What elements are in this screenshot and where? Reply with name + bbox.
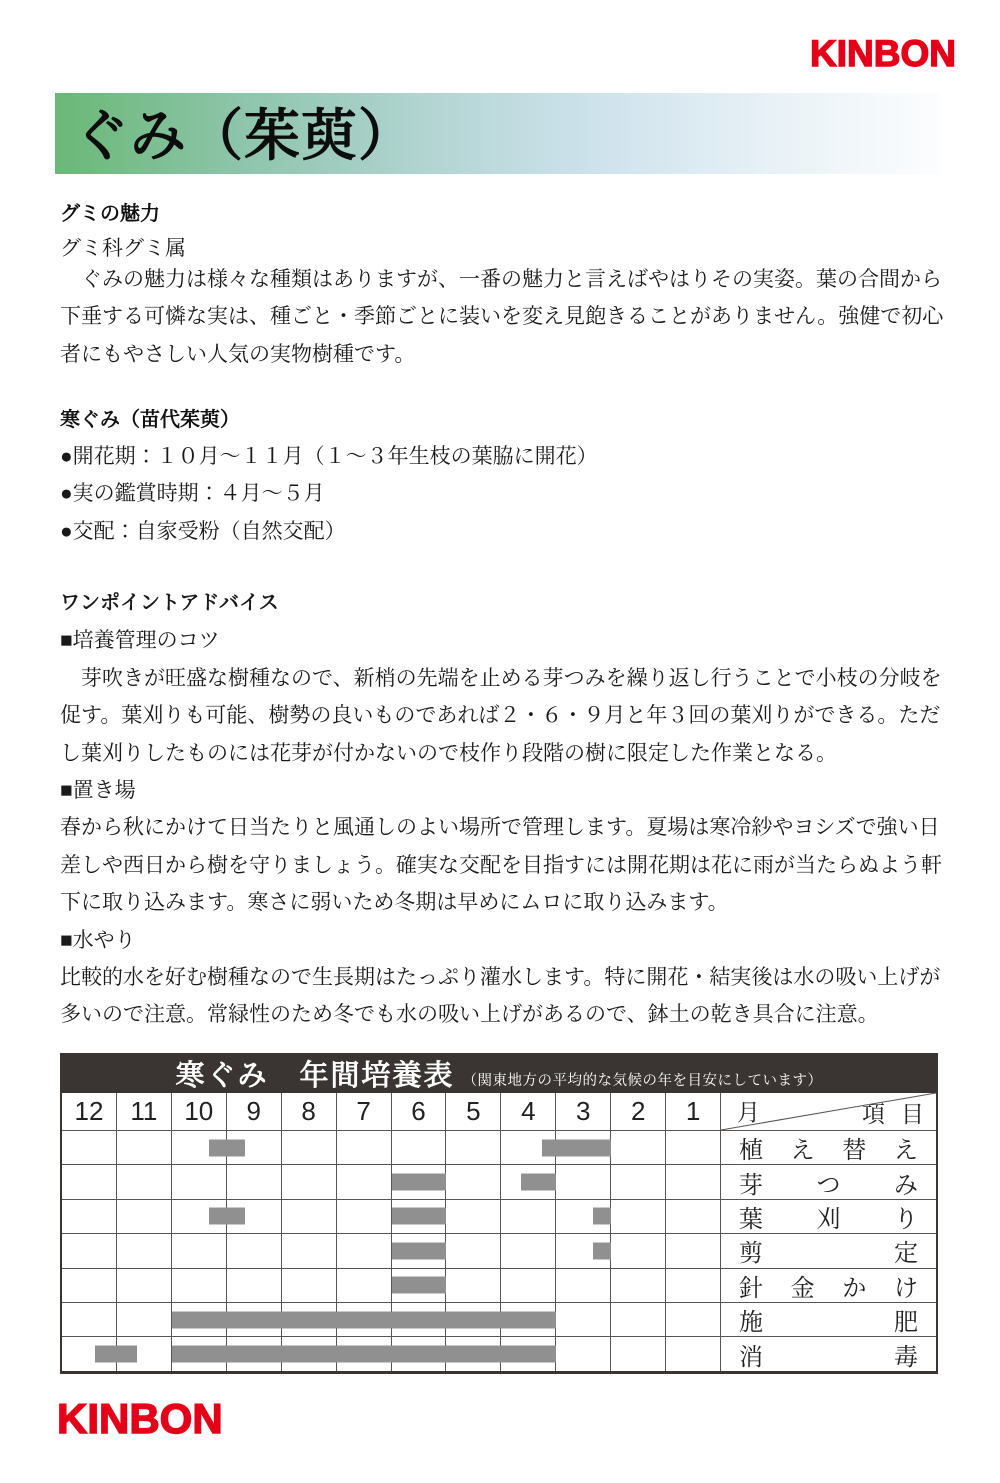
- advice-body-watering: 比較的水を好む樹種なので生長期はたっぷり灌水します。特に開花・結実後は水の吸い上げが多いので注意。常緑性のため冬でも水の吸い上げがあるので、鉢土の乾き具合に注意。: [60, 966, 941, 1027]
- month-grid-cell: [62, 1200, 117, 1233]
- month-grid-cell: [666, 1200, 721, 1233]
- row-label: 施 肥: [739, 1309, 918, 1337]
- activity-bar: [521, 1174, 556, 1191]
- advice-heading: ワンポイントアドバイス: [60, 592, 279, 614]
- bullet-bloom-period: ●開花期：１０月～１１月（１～３年生枝の葉脇に開花）: [60, 445, 598, 468]
- month-grid-cell: [337, 1165, 392, 1198]
- month-grid-cell: [666, 1165, 721, 1198]
- row-label: 植 え 替 え: [739, 1137, 918, 1165]
- corner-header-cell: [721, 1093, 936, 1130]
- row-label: 消 毒: [739, 1343, 918, 1371]
- month-cell: 5: [446, 1093, 501, 1130]
- month-grid-cell: [62, 1303, 117, 1336]
- row-timeline: [62, 1337, 721, 1370]
- kangumi-bullets: [60, 438, 948, 550]
- month-grid-cell: [556, 1337, 611, 1370]
- row-timeline: [62, 1131, 721, 1164]
- bullet-fruit-season: ●実の鑑賞時期：４月～５月: [60, 482, 325, 506]
- month-grid-cell: [117, 1131, 172, 1164]
- month-grid-cell: [666, 1269, 721, 1302]
- table-row: [62, 1269, 936, 1303]
- month-grid-cell: [501, 1269, 556, 1302]
- activity-bar: [172, 1311, 556, 1328]
- month-cell: 1: [666, 1093, 721, 1130]
- month-grid-cell: [227, 1165, 282, 1198]
- month-grid-cell: [117, 1200, 172, 1233]
- row-label: 剪 定: [739, 1240, 918, 1268]
- activity-bar: [172, 1346, 556, 1363]
- month-cell: 4: [501, 1093, 556, 1130]
- month-cell: 12: [62, 1093, 117, 1130]
- month-grid-cell: [117, 1234, 172, 1267]
- row-label: 針 金 か け: [739, 1274, 918, 1302]
- month-grid-cell: [666, 1337, 721, 1370]
- charm-body: ぐみの魅力は様々な種類はありますが、一番の魅力と言えばやはりその実姿。葉の合間から下垂する可憐な実は、種ごと・季節ごとに装いを変え見飽きることがありません。強健で初心者にもやさしい人気の実物樹種です。: [60, 268, 944, 366]
- month-header-row: [62, 1093, 936, 1131]
- month-grid-cell: [117, 1303, 172, 1336]
- activity-bar: [209, 1139, 245, 1156]
- page-title: ぐみ（茱萸）: [73, 102, 415, 169]
- month-grid-cell: [611, 1234, 666, 1267]
- month-grid-cell: [282, 1131, 337, 1164]
- month-grid-cell: [282, 1234, 337, 1267]
- table-row: [62, 1234, 936, 1268]
- month-grid-cell: [666, 1303, 721, 1336]
- table-title-band: [62, 1055, 936, 1093]
- advice-body-placement: 春から秋にかけて日当たりと風通しのよい場所で管理します。夏場は寒冷紗やヨシズで強い日差しや西日から樹を守りましょう。確実な交配を目指すには開花期は花に雨が当たらぬよう軒下に取り込みます。寒さに弱いため冬期は早めにムロに取り込みます。: [60, 816, 942, 915]
- month-cell: 8: [282, 1093, 337, 1130]
- month-grid-cell: [337, 1131, 392, 1164]
- month-grid-cell: [446, 1131, 501, 1164]
- month-grid-cell: [227, 1234, 282, 1267]
- month-grid-cell: [172, 1234, 227, 1267]
- row-timeline: [62, 1200, 721, 1233]
- row-timeline: [62, 1234, 721, 1267]
- kinbon-logo-bottom: KINBON: [57, 1395, 223, 1442]
- table-row: [62, 1165, 936, 1199]
- month-cell: 3: [556, 1093, 611, 1130]
- kangumi-heading: 寒ぐみ（苗代茱萸）: [60, 409, 240, 431]
- bullet-pollination: ●交配：自家受粉（自然交配）: [60, 519, 346, 543]
- month-grid-cell: [62, 1165, 117, 1198]
- month-grid-cell: [282, 1165, 337, 1198]
- month-cell: 7: [337, 1093, 392, 1130]
- row-timeline: [62, 1165, 721, 1198]
- month-cell: 11: [117, 1093, 172, 1130]
- table-body: [62, 1131, 936, 1371]
- month-cell: 2: [611, 1093, 666, 1130]
- month-grid-cell: [611, 1337, 666, 1370]
- table-row: [62, 1131, 936, 1165]
- table-note: （関東地方の平均的な気候の年を目安にしています）: [462, 1073, 823, 1089]
- month-cell: 10: [172, 1093, 227, 1130]
- row-label: 芽 つ み: [739, 1171, 918, 1199]
- month-grid-cell: [282, 1200, 337, 1233]
- row-timeline: [62, 1269, 721, 1302]
- month-grid-cell: [337, 1234, 392, 1267]
- month-grid-cell: [556, 1269, 611, 1302]
- activity-bar: [392, 1174, 447, 1191]
- activity-bar: [593, 1242, 611, 1259]
- table-row: [62, 1337, 936, 1370]
- month-grid-cell: [666, 1131, 721, 1164]
- month-grid-cell: [282, 1269, 337, 1302]
- month-grid-cell: [446, 1269, 501, 1302]
- month-grid-cell: [611, 1165, 666, 1198]
- advice-subheading-care: ■培養管理のコツ: [60, 629, 220, 653]
- month-grid-cell: [446, 1234, 501, 1267]
- month-grid-cell: [227, 1269, 282, 1302]
- advice-body-care: 芽吹きが旺盛な樹種なので、新梢の先端を止める芽つみを繰り返し行うことで小枝の分岐を促す。葉刈りも可能、樹勢の良いものであれば２・６・９月と年３回の葉刈りができる。ただし葉刈りしたものには花芽が付かないので枝作り段階の樹に限定した作業となる。: [60, 666, 942, 765]
- month-grid-cell: [62, 1269, 117, 1302]
- month-grid-cell: [337, 1269, 392, 1302]
- month-grid-cell: [666, 1234, 721, 1267]
- row-timeline: [62, 1303, 721, 1336]
- month-grid-cell: [556, 1303, 611, 1336]
- month-grid-cell: [446, 1200, 501, 1233]
- month-grid-cell: [172, 1165, 227, 1198]
- activity-bar: [95, 1346, 136, 1363]
- month-grid-cell: [172, 1269, 227, 1302]
- activity-bar: [593, 1208, 611, 1225]
- month-grid-cell: [117, 1269, 172, 1302]
- month-grid-cell: [501, 1234, 556, 1267]
- advice-subheading-watering: ■水やり: [60, 928, 136, 952]
- month-grid-cell: [556, 1165, 611, 1198]
- month-cell: 6: [392, 1093, 447, 1130]
- charm-heading: グミの魅力: [60, 203, 160, 225]
- month-grid-cell: [611, 1131, 666, 1164]
- month-grid-cell: [117, 1165, 172, 1198]
- month-grid-cell: [611, 1200, 666, 1233]
- advice-section: [60, 585, 948, 1034]
- row-label: 葉 刈 り: [739, 1205, 918, 1233]
- activity-bar: [392, 1277, 447, 1294]
- table-row: [62, 1200, 936, 1234]
- activity-bar: [209, 1208, 245, 1225]
- month-grid-cell: [62, 1234, 117, 1267]
- month-grid-cell: [337, 1200, 392, 1233]
- month-grid-cell: [611, 1303, 666, 1336]
- month-grid-cell: [62, 1131, 117, 1164]
- kinbon-logo-top: KINBON: [810, 33, 956, 74]
- month-cells: [62, 1093, 721, 1130]
- cultivation-table: [60, 1053, 938, 1374]
- month-grid-cell: [611, 1269, 666, 1302]
- activity-bar: [392, 1242, 447, 1259]
- month-grid-cell: [392, 1131, 447, 1164]
- month-grid-cell: [446, 1165, 501, 1198]
- month-cell: 9: [227, 1093, 282, 1130]
- corner-item-label: 項 目: [862, 1101, 924, 1127]
- month-grid-cell: [501, 1200, 556, 1233]
- table-title: 寒ぐみ 年間培養表: [175, 1058, 455, 1092]
- corner-month-label: 月: [737, 1099, 760, 1125]
- table-row: [62, 1303, 936, 1337]
- title-banner: [55, 93, 940, 174]
- advice-subheading-placement: ■置き場: [60, 779, 136, 803]
- activity-bar: [392, 1208, 447, 1225]
- activity-bar: [542, 1139, 611, 1156]
- charm-family: グミ科グミ属: [60, 237, 186, 260]
